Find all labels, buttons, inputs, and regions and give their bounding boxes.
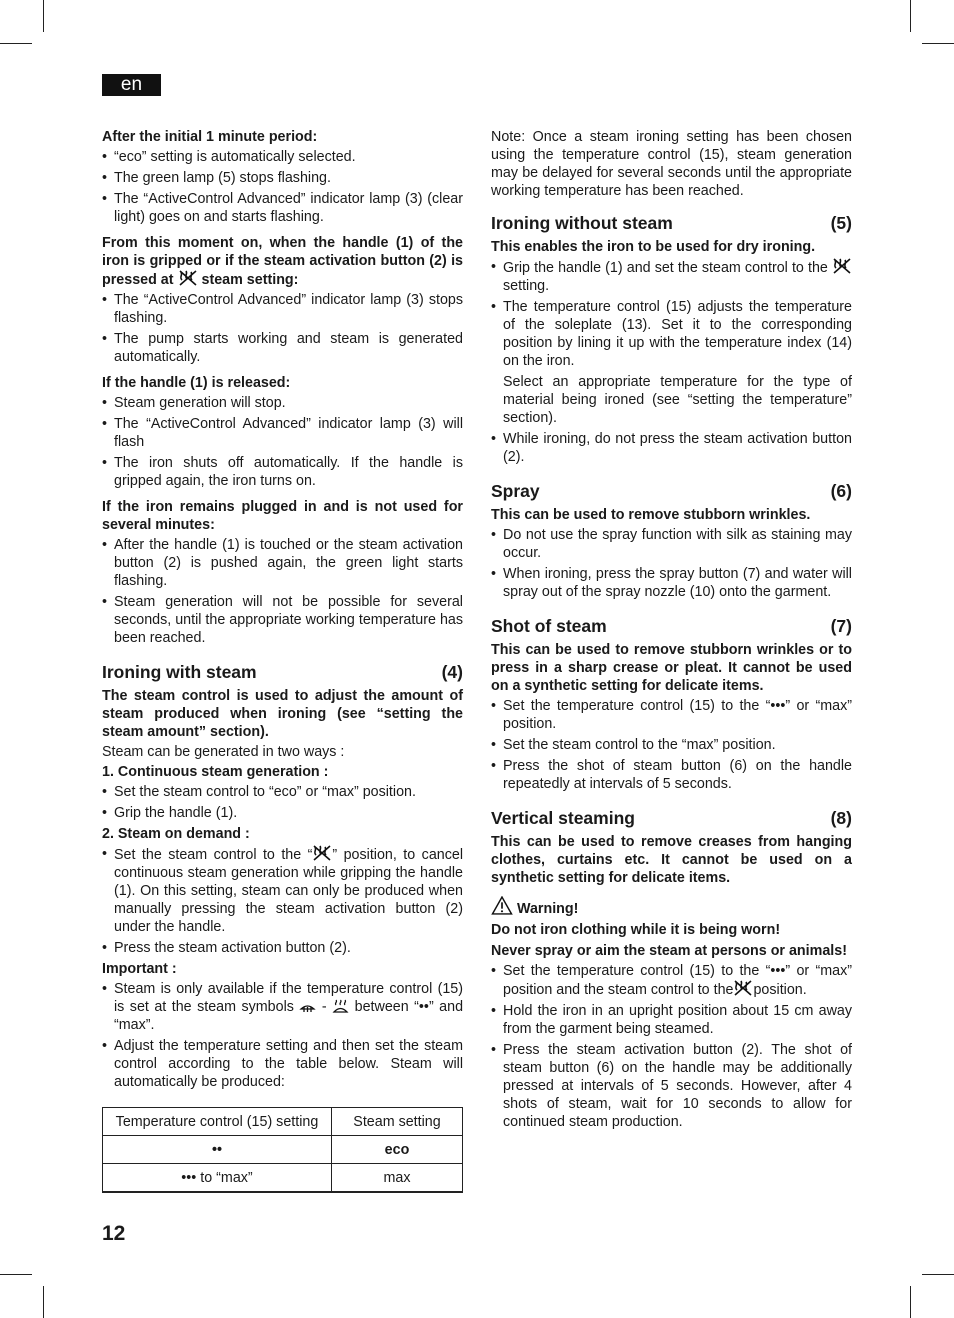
steam-settings-table: [102, 1107, 463, 1193]
list-item: [102, 980, 463, 1034]
no-continuous-steam-icon: [312, 845, 332, 861]
list-item: • The green lamp (5) stops flashing.: [102, 169, 463, 187]
warning-text: Warning!: [516, 901, 579, 917]
table-header-cell: Steam setting: [332, 1108, 463, 1136]
list-item: [102, 845, 463, 936]
heading-text: steam setting:: [201, 272, 299, 288]
section-number: (5): [830, 213, 852, 233]
table-cell: max: [332, 1164, 463, 1193]
list-item: [491, 298, 852, 427]
item-text: Set the steam control to the “: [114, 847, 313, 863]
section-number: (8): [830, 808, 852, 828]
note-text: Note: Once a steam ironing setting has been chosen using the temperature control (15), steam generation may be delayed for several seconds until the appropriate working temperature has been reached.: [491, 129, 852, 199]
warning-line: Do not iron clothing while it is being worn!: [491, 922, 781, 938]
table-cell: eco: [332, 1136, 463, 1164]
section-title-shot-of-steam: [491, 617, 852, 635]
section-number: (7): [830, 616, 852, 636]
section-title-text: Ironing with steam: [102, 662, 257, 682]
plugged-in-list: [102, 536, 463, 647]
section-title-spray: [491, 482, 852, 500]
crop-mark: [0, 1274, 32, 1275]
no-continuous-steam-icon: [733, 980, 753, 996]
item-text: The temperature control (15) adjusts the temperature of the soleplate (13). Set it to the corresponding position by lining it up with the temperature index (14) on the iron.: [503, 299, 852, 369]
list-item: • Set the steam control to the “max” position.: [491, 736, 852, 754]
crop-mark: [910, 1286, 911, 1318]
vertical-steaming-list: [491, 962, 852, 1131]
table-header-cell: Temperature control (15) setting: [103, 1108, 332, 1136]
important-list: [102, 980, 463, 1091]
list-item: [491, 962, 852, 999]
shot-of-steam-list: [491, 697, 852, 793]
list-item: • While ironing, do not press the steam activation button (2).: [491, 430, 852, 466]
item-text: position.: [753, 982, 807, 998]
list-item: [491, 258, 852, 295]
after-minute-list: [102, 148, 463, 226]
plugged-in-heading: If the iron remains plugged in and is not used for several minutes:: [102, 499, 463, 533]
no-continuous-steam-icon: [178, 270, 198, 286]
crop-mark: [43, 1286, 44, 1318]
section-number: (4): [441, 662, 463, 682]
list-item: • The “ActiveControl Advanced” indicator lamp (3) will flash: [102, 415, 463, 451]
list-item: • After the handle (1) is touched or the steam activation button (2) is pushed again, the green light starts flashing.: [102, 536, 463, 590]
list-item: • Set the temperature control (15) to the “•••” or “max” position.: [491, 697, 852, 733]
heading-text: From this moment on, when the handle (1) of the iron is gripped or if the steam activation button (2) is pressed at: [102, 235, 463, 288]
list-item: • Steam generation will stop.: [102, 394, 463, 412]
warning-triangle-icon: [491, 896, 513, 915]
list-item: • Steam generation will not be possible for several seconds, until the appropriate working temperature has been reached.: [102, 593, 463, 647]
list-item: • The pump starts working and steam is generated automatically.: [102, 330, 463, 366]
spray-intro: This can be used to remove stubborn wrinkles.: [491, 507, 811, 523]
steam-ways-text: Steam can be generated in two ways :: [102, 744, 345, 760]
section-title-vertical-steaming: [491, 809, 852, 827]
no-continuous-steam-icon: [832, 258, 852, 274]
section-title-text: Vertical steaming: [491, 808, 635, 828]
item-text: Steam is only available if the temperature control (15) is set at the steam symbols: [114, 981, 463, 1015]
warning-line: Never spray or aim the steam at persons or animals!: [491, 943, 847, 959]
temperature-dots: ••: [418, 999, 429, 1015]
crop-mark: [922, 1274, 954, 1275]
continuous-list: [102, 783, 463, 822]
handle-released-list: [102, 394, 463, 490]
list-item: • The “ActiveControl Advanced” indicator lamp (3) (clear light) goes on and starts flashing.: [102, 190, 463, 226]
shot-of-steam-intro: This can be used to remove stubborn wrinkles or to press in a sharp crease or pleat. It cannot be used on a synthetic setting for delicate items.: [491, 642, 852, 694]
section-title-text: Spray: [491, 481, 540, 501]
list-item: • Press the shot of steam button (6) on the handle repeatedly at intervals of 5 seconds.: [491, 757, 852, 793]
crop-mark: [922, 43, 954, 44]
list-item: • When ironing, press the spray button (7) and water will spray out of the spray nozzle (10) onto the garment.: [491, 565, 852, 601]
demand-heading: 2. Steam on demand :: [102, 826, 250, 842]
list-item: • Grip the handle (1).: [102, 804, 463, 822]
left-column: [102, 128, 463, 1193]
steam-symbol-icon: [332, 999, 349, 1013]
warning-label: [491, 896, 852, 918]
item-text: between “: [354, 999, 419, 1015]
without-steam-list: [491, 258, 852, 466]
item-text: ” position, to cancel continuous steam generation while gripping the handle (1). On this setting, steam can only be produced when manually pressing the steam activation button (2) under the handle.: [114, 847, 463, 935]
list-item: • Hold the iron in an upright position about 15 cm away from the garment being steamed.: [491, 1002, 852, 1038]
item-text: Set the temperature control (15) to the “•••” or “max” position and the steam control to the: [503, 963, 852, 998]
item-text: setting.: [503, 278, 550, 294]
continuous-heading: 1. Continuous steam generation :: [102, 764, 329, 780]
spray-list: [491, 526, 852, 601]
list-item: • “eco” setting is automatically selected.: [102, 148, 463, 166]
steam-symbol-icon: [299, 999, 316, 1013]
section-title-text: Shot of steam: [491, 616, 607, 636]
table-cell: ••• to “max”: [103, 1164, 332, 1193]
crop-mark: [0, 43, 32, 44]
vertical-steaming-intro: This can be used to remove creases from hanging clothes, curtains etc. It cannot be used on a synthetic setting for delicate items.: [491, 834, 852, 886]
right-column: [491, 128, 852, 1139]
list-item: • Adjust the temperature setting and then set the steam control according to the table below. Steam will automatically be produced:: [102, 1037, 463, 1091]
list-item: • Press the steam activation button (2). The shot of steam button (6) on the handle may be additionally pressed at intervals of 5 seconds. However, after 4 shots of steam, wait for 10 seconds to allow for continued steam production.: [491, 1041, 852, 1131]
ironing-with-steam-intro: The steam control is used to adjust the amount of steam produced when ironing (see “setting the steam amount” section).: [102, 688, 463, 740]
item-text: Grip the handle (1) and set the steam control to the: [503, 260, 828, 276]
list-item: • The “ActiveControl Advanced” indicator lamp (3) stops flashing.: [102, 291, 463, 327]
table-header-row: [103, 1108, 463, 1136]
section-number: (6): [830, 481, 852, 501]
after-minute-heading: After the initial 1 minute period:: [102, 129, 318, 145]
item-continuation: Select an appropriate temperature for the type of material being ironed (see “setting the temperature” section).: [503, 374, 852, 426]
list-item: • Do not use the spray function with silk as staining may occur.: [491, 526, 852, 562]
page-number: 12: [102, 1222, 126, 1245]
list-item: • Set the steam control to “eco” or “max” position.: [102, 783, 463, 801]
without-steam-intro: This enables the iron to be used for dry ironing.: [491, 239, 816, 255]
section-title-ironing-with-steam: [102, 663, 463, 681]
list-item: • Press the steam activation button (2).: [102, 939, 463, 957]
demand-list: [102, 845, 463, 957]
list-item: • The iron shuts off automatically. If the handle is gripped again, the iron turns on.: [102, 454, 463, 490]
handle-gripped-list: [102, 291, 463, 366]
item-text: ” and “max”.: [114, 999, 464, 1033]
table-cell: ••: [103, 1136, 332, 1164]
table-row: [103, 1164, 463, 1193]
important-heading: Important :: [102, 961, 177, 977]
language-tab: en: [102, 74, 161, 96]
handle-released-heading: If the handle (1) is released:: [102, 375, 291, 391]
table-row: [103, 1136, 463, 1164]
crop-mark: [43, 0, 44, 32]
handle-gripped-heading: [102, 234, 463, 289]
crop-mark: [910, 0, 911, 32]
section-title-text: Ironing without steam: [491, 213, 673, 233]
item-text: -: [321, 999, 327, 1015]
section-title-ironing-without-steam: [491, 214, 852, 232]
